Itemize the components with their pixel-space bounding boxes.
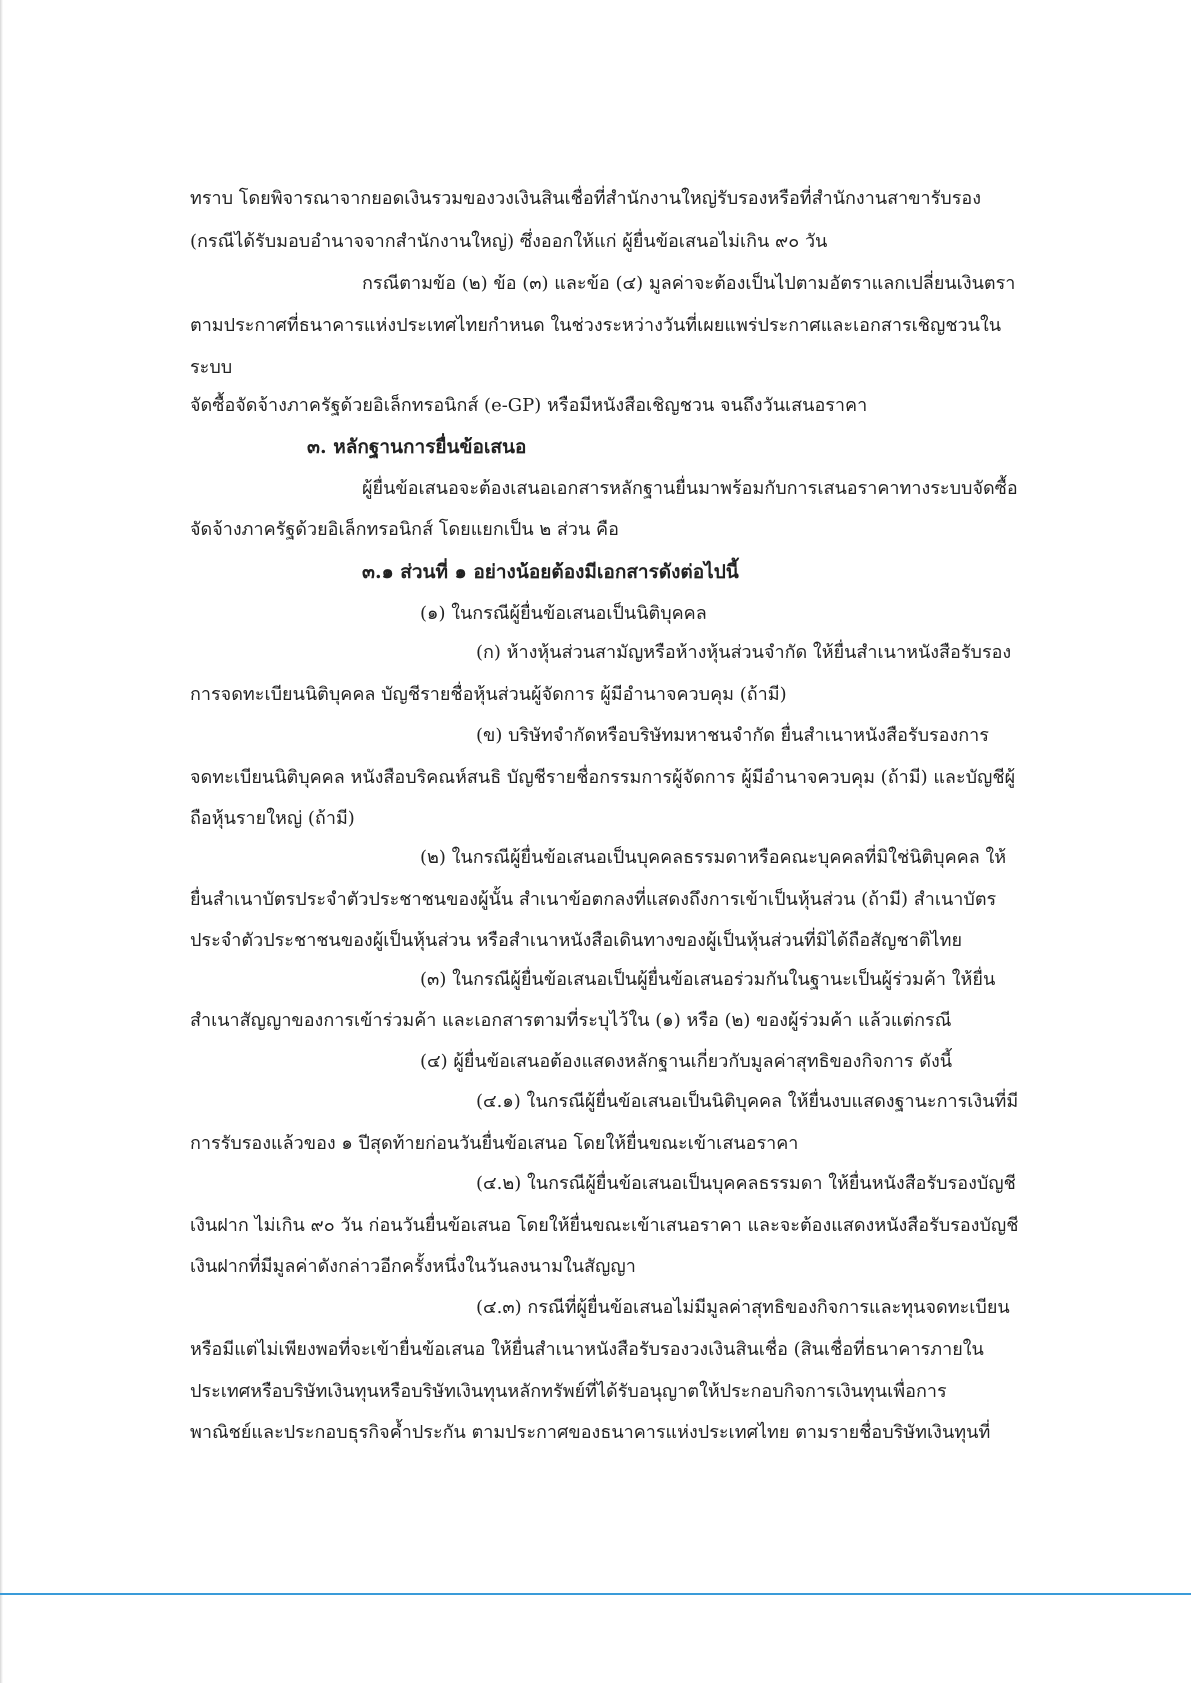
body-line: เงินฝากที่มีมูลค่าดังกล่าวอีกครั้งหนึ่งในวันลงนามในสัญญา [190, 1256, 636, 1277]
body-line: สำเนาสัญญาของการเข้าร่วมค้า และเอกสารตามที่ระบุไว้ใน (๑) หรือ (๒) ของผู้ร่วมค้า แล้วแต่กรณี [190, 1010, 952, 1031]
body-line: ทราบ โดยพิจารณาจากยอดเงินรวมของวงเงินสินเชื่อที่สำนักงานใหญ่รับรองหรือที่สำนักงานสาขารับรอง [190, 188, 981, 209]
footer-divider [0, 1593, 1191, 1595]
body-line: (กรณีได้รับมอบอำนาจจากสำนักงานใหญ่) ซึ่งออกให้แก่ ผู้ยื่นข้อเสนอไม่เกิน ๙๐ วัน [190, 231, 828, 252]
body-line: ยื่นสำเนาบัตรประจำตัวประชาชนของผู้นั้น สำเนาข้อตกลงที่แสดงถึงการเข้าเป็นหุ้นส่วน (ถ้ามี) สำเนาบัตร [190, 889, 997, 910]
body-line: (๔.๓) กรณีที่ผู้ยื่นข้อเสนอไม่มีมูลค่าสุทธิของกิจการและทุนจดทะเบียน [476, 1297, 1010, 1318]
body-line: ประเทศหรือบริษัทเงินทุนหรือบริษัทเงินทุนหลักทรัพย์ที่ได้รับอนุญาตให้ประกอบกิจการเงินทุนเพื่อการ [190, 1381, 947, 1402]
body-line: (ข) บริษัทจำกัดหรือบริษัทมหาชนจำกัด ยื่นสำเนาหนังสือรับรองการ [476, 725, 989, 746]
body-line: (๔) ผู้ยื่นข้อเสนอต้องแสดงหลักฐานเกี่ยวกับมูลค่าสุทธิของกิจการ ดังนี้ [420, 1051, 953, 1072]
body-line: ผู้ยื่นข้อเสนอจะต้องเสนอเอกสารหลักฐานยื่นมาพร้อมกับการเสนอราคาทางระบบจัดซื้อ [362, 478, 1018, 499]
body-line: ตามประกาศที่ธนาคารแห่งประเทศไทยกำหนด ในช่วงระหว่างวันที่เผยแพร่ประกาศและเอกสารเชิญชวนใน [190, 315, 1002, 336]
body-line: เงินฝาก ไม่เกิน ๙๐ วัน ก่อนวันยื่นข้อเสนอ โดยให้ยื่นขณะเข้าเสนอราคา และจะต้องแสดงหนังสือรับรองบัญชี [190, 1215, 1019, 1236]
body-line: การจดทะเบียนนิติบุคคล บัญชีรายชื่อหุ้นส่วนผู้จัดการ ผู้มีอำนาจควบคุม (ถ้ามี) [190, 684, 787, 705]
body-line: (๓) ในกรณีผู้ยื่นข้อเสนอเป็นผู้ยื่นข้อเสนอร่วมกันในฐานะเป็นผู้ร่วมค้า ให้ยื่น [420, 969, 996, 990]
scan-edge-shadow [0, 0, 3, 1683]
body-line: จดทะเบียนนิติบุคคล หนังสือบริคณห์สนธิ บัญชีรายชื่อกรรมการผู้จัดการ ผู้มีอำนาจควบคุม (ถ้ามี) และบัญชีผู้ [190, 767, 1016, 788]
body-line: (๔.๒) ในกรณีผู้ยื่นข้อเสนอเป็นบุคคลธรรมดา ให้ยื่นหนังสือรับรองบัญชี [476, 1173, 1016, 1194]
body-line: ประจำตัวประชาชนของผู้เป็นหุ้นส่วน หรือสำเนาหนังสือเดินทางของผู้เป็นหุ้นส่วนที่มิได้ถือสัญชาติไทย [190, 930, 962, 951]
body-line: หรือมีแต่ไม่เพียงพอที่จะเข้ายื่นข้อเสนอ ให้ยื่นสำเนาหนังสือรับรองวงเงินสินเชื่อ (สินเชื่อที่ธนาคารภายใน [190, 1339, 984, 1360]
body-line: (๔.๑) ในกรณีผู้ยื่นข้อเสนอเป็นนิติบุคคล ให้ยื่นงบแสดงฐานะการเงินที่มี [476, 1091, 1019, 1112]
body-line: ระบบ [190, 357, 233, 378]
body-line: จัดจ้างภาครัฐด้วยอิเล็กทรอนิกส์ โดยแยกเป็น ๒ ส่วน คือ [190, 519, 619, 540]
body-line: การรับรองแล้วของ ๑ ปีสุดท้ายก่อนวันยื่นข้อเสนอ โดยให้ยื่นขณะเข้าเสนอราคา [190, 1133, 799, 1154]
body-line: (๒) ในกรณีผู้ยื่นข้อเสนอเป็นบุคคลธรรมดาหรือคณะบุคคลที่มิใช่นิติบุคคล ให้ [420, 847, 1007, 868]
body-line: กรณีตามข้อ (๒) ข้อ (๓) และข้อ (๔) มูลค่าจะต้องเป็นไปตามอัตราแลกเปลี่ยนเงินตรา [362, 273, 1016, 294]
body-line: พาณิชย์และประกอบธุรกิจค้ำประกัน ตามประกาศของธนาคารแห่งประเทศไทย ตามรายชื่อบริษัทเงินทุนที่ [190, 1422, 991, 1443]
body-line: (๑) ในกรณีผู้ยื่นข้อเสนอเป็นนิติบุคคล [420, 603, 707, 624]
body-line: จัดซื้อจัดจ้างภาครัฐด้วยอิเล็กทรอนิกส์ (e-GP) หรือมีหนังสือเชิญชวน จนถึงวันเสนอราคา [190, 395, 868, 416]
body-line: (ก) ห้างหุ้นส่วนสามัญหรือห้างหุ้นส่วนจำกัด ให้ยื่นสำเนาหนังสือรับรอง [476, 642, 1012, 663]
body-line: ถือหุ้นรายใหญ่ (ถ้ามี) [190, 808, 355, 829]
section-heading: ๓. หลักฐานการยื่นข้อเสนอ [307, 436, 527, 458]
subsection-heading: ๓.๑ ส่วนที่ ๑ อย่างน้อยต้องมีเอกสารดังต่อไปนี้ [362, 561, 739, 583]
